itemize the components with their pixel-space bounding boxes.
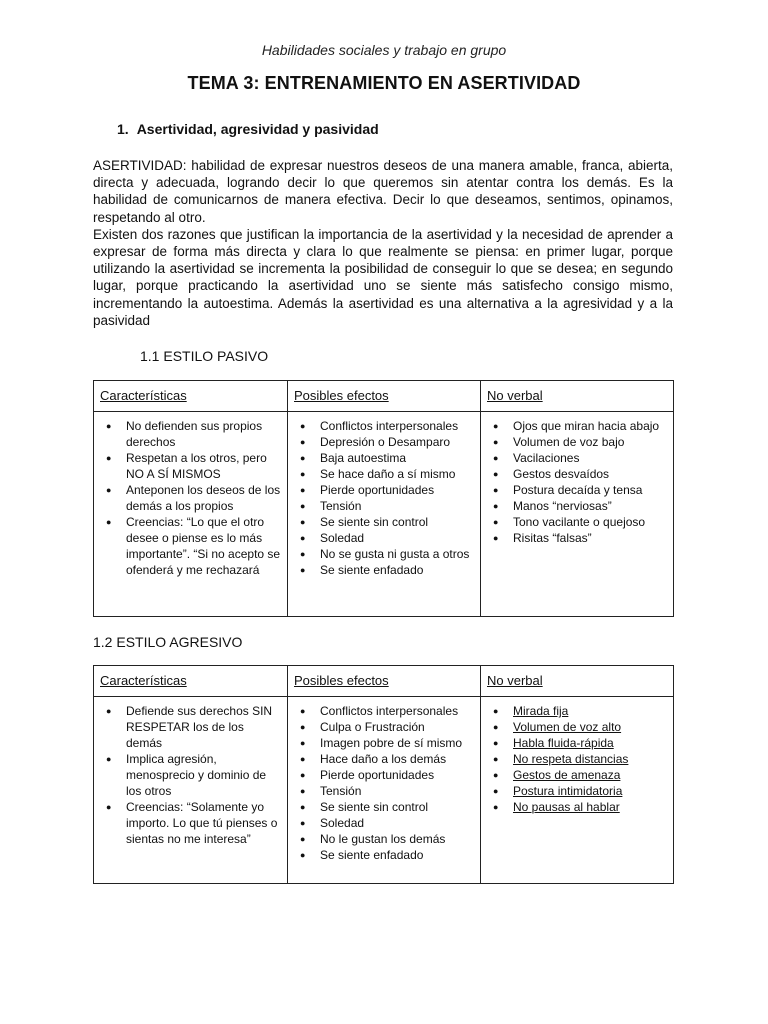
list-item-text: Ojos que miran hacia abajo	[513, 419, 660, 433]
cell-efectos	[288, 697, 481, 884]
paragraph-reasons: Existen dos razones que justifican la importancia de la asertividad y la necesidad de aprender a expresar de forma más directa y clara lo que realmente se piensa: en primer lugar, porque utilizando la asertividad se incrementa la posibilidad de conseguir lo que se desea; en segundo lugar, porque practicando la asertividad uno se siente más satisfecho consigo mismo, incrementando la autoestima. Además la asertividad es una alternativa a la agresividad y a la pasividad	[93, 226, 673, 328]
list-item-efecto	[320, 735, 474, 751]
list-item-text: Gestos de amenaza	[513, 768, 621, 782]
list-item-caracteristica	[126, 450, 281, 482]
cell-no-verbal	[481, 412, 674, 617]
list-item-text: Se hace daño a sí mismo	[320, 467, 456, 481]
list-item-efecto	[320, 530, 474, 546]
list-item-text: No respeta distancias	[513, 752, 629, 766]
paragraph-definition: ASERTIVIDAD: habilidad de expresar nuestros deseos de una manera amable, franca, abierta, directa y adecuada, logrando decir lo que queremos sin atentar contra los demás. Es la habilidad de comunicarnos de manera efectiva. Decir lo que deseamos, sentimos, opinamos, respetando al otro.	[93, 158, 673, 225]
table-estilo-pasivo	[93, 380, 674, 617]
list-item-efecto	[320, 831, 474, 847]
list-item-text: Hace daño a los demás	[320, 752, 447, 766]
table-row	[94, 697, 674, 884]
list-no-verbal	[487, 703, 667, 815]
list-item-no-verbal	[513, 767, 667, 783]
list-item-no-verbal	[513, 751, 667, 767]
list-item-efecto	[320, 783, 474, 799]
list-item-efecto	[320, 703, 474, 719]
body-text	[93, 157, 673, 329]
list-caracteristica	[100, 703, 281, 847]
list-item-no-verbal	[513, 530, 667, 546]
list-item-text: Tensión	[320, 499, 362, 513]
list-item-caracteristica	[126, 799, 281, 847]
column-header-caracteristicas: Características	[94, 381, 288, 412]
cell-caracteristicas	[94, 697, 288, 884]
list-item-text: Gestos desvaídos	[513, 467, 610, 481]
list-item-text: No pausas al hablar	[513, 800, 620, 814]
list-item-no-verbal	[513, 799, 667, 815]
list-item-efecto	[320, 546, 474, 562]
list-item-efecto	[320, 434, 474, 450]
list-item-text: Tensión	[320, 784, 362, 798]
list-item-caracteristica	[126, 751, 281, 799]
column-header-no-verbal: No verbal	[481, 381, 674, 412]
list-efecto	[294, 703, 474, 863]
list-item-text: Volumen de voz bajo	[513, 435, 625, 449]
list-item-no-verbal	[513, 703, 667, 719]
list-item-text: Tono vacilante o quejoso	[513, 515, 646, 529]
list-item-text: Pierde oportunidades	[320, 768, 435, 782]
list-item-efecto	[320, 562, 474, 578]
list-item-text: Vacilaciones	[513, 451, 580, 465]
list-item-text: Postura intimidatoria	[513, 784, 623, 798]
section-label: Asertividad, agresividad y pasividad	[136, 121, 379, 137]
column-header-efectos: Posibles efectos	[288, 381, 481, 412]
list-item-efecto	[320, 815, 474, 831]
list-item-text: Soledad	[320, 531, 365, 545]
list-item-text: Postura decaída y tensa	[513, 483, 643, 497]
list-item-text: Implica agresión, menosprecio y dominio de los otros	[126, 752, 267, 798]
page-header: Habilidades sociales y trabajo en grupo	[261, 42, 507, 58]
list-item-efecto	[320, 482, 474, 498]
list-item-caracteristica	[126, 514, 281, 578]
list-item-text: Volumen de voz alto	[513, 720, 622, 734]
list-item-text: Creencias: “Solamente yo importo. Lo que tú pienses o sientas no me interesa”	[126, 800, 278, 846]
list-item-text: Mirada fija	[513, 704, 569, 718]
list-item-text: Soledad	[320, 816, 365, 830]
list-item-no-verbal	[513, 450, 667, 466]
list-item-text: Respetan a los otros, pero NO A SÍ MISMOS	[126, 451, 267, 481]
page-title: TEMA 3: ENTRENAMIENTO EN ASERTIVIDAD	[187, 73, 581, 93]
list-item-no-verbal	[513, 418, 667, 434]
column-header-efectos: Posibles efectos	[288, 666, 481, 697]
list-item-efecto	[320, 719, 474, 735]
list-item-text: No se gusta ni gusta a otros	[320, 547, 470, 561]
list-item-text: Se siente sin control	[320, 515, 429, 529]
list-item-text: Defiende sus derechos SIN RESPETAR los de los demás	[126, 704, 273, 750]
list-item-no-verbal	[513, 434, 667, 450]
list-item-text: Conflictos interpersonales	[320, 704, 459, 718]
list-item-efecto	[320, 751, 474, 767]
list-item-no-verbal	[513, 514, 667, 530]
table-header-row	[94, 666, 674, 697]
list-item-efecto	[320, 847, 474, 863]
list-item-no-verbal	[513, 466, 667, 482]
list-item-text: Imagen pobre de sí mismo	[320, 736, 463, 750]
list-item-caracteristica	[126, 482, 281, 514]
list-item-no-verbal	[513, 719, 667, 735]
list-item-text: Habla fluida-rápida	[513, 736, 614, 750]
list-caracteristica	[100, 418, 281, 578]
list-item-efecto	[320, 450, 474, 466]
cell-no-verbal	[481, 697, 674, 884]
list-item-text: Pierde oportunidades	[320, 483, 435, 497]
list-item-caracteristica	[126, 418, 281, 450]
list-item-efecto	[320, 466, 474, 482]
list-item-text: Culpa o Frustración	[320, 720, 425, 734]
section-heading	[117, 121, 379, 137]
list-item-text: Manos “nerviosas”	[513, 499, 612, 513]
list-no-verbal	[487, 418, 667, 546]
list-item-text: Depresión o Desamparo	[320, 435, 451, 449]
table-estilo-agresivo	[93, 665, 674, 884]
list-item-no-verbal	[513, 482, 667, 498]
list-item-text: No defienden sus propios derechos	[126, 419, 263, 449]
list-item-text: Risitas “falsas”	[513, 531, 592, 545]
list-item-caracteristica	[126, 703, 281, 751]
list-item-no-verbal	[513, 735, 667, 751]
column-header-no-verbal: No verbal	[481, 666, 674, 697]
list-item-text: No le gustan los demás	[320, 832, 446, 846]
list-item-efecto	[320, 418, 474, 434]
list-efecto	[294, 418, 474, 578]
column-header-caracteristicas: Características	[94, 666, 288, 697]
list-item-efecto	[320, 799, 474, 815]
list-item-text: Creencias: “Lo que el otro desee o piense es lo más importante”. “Si no acepto se ofenderá y me rechazará	[126, 515, 281, 577]
list-item-efecto	[320, 498, 474, 514]
list-item-text: Se siente enfadado	[320, 848, 424, 862]
list-item-efecto	[320, 514, 474, 530]
list-item-text: Anteponen los deseos de los demás a los propios	[126, 483, 281, 513]
section-number: 1.	[117, 121, 129, 137]
list-item-efecto	[320, 767, 474, 783]
subsection-heading-pasivo: 1.1 ESTILO PASIVO	[140, 348, 269, 364]
table-row	[94, 412, 674, 617]
cell-efectos	[288, 412, 481, 617]
subsection-heading-agresivo: 1.2 ESTILO AGRESIVO	[93, 634, 243, 650]
list-item-no-verbal	[513, 498, 667, 514]
list-item-text: Conflictos interpersonales	[320, 419, 459, 433]
list-item-text: Se siente enfadado	[320, 563, 424, 577]
cell-caracteristicas	[94, 412, 288, 617]
table-header-row	[94, 381, 674, 412]
list-item-no-verbal	[513, 783, 667, 799]
list-item-text: Baja autoestima	[320, 451, 407, 465]
list-item-text: Se siente sin control	[320, 800, 429, 814]
